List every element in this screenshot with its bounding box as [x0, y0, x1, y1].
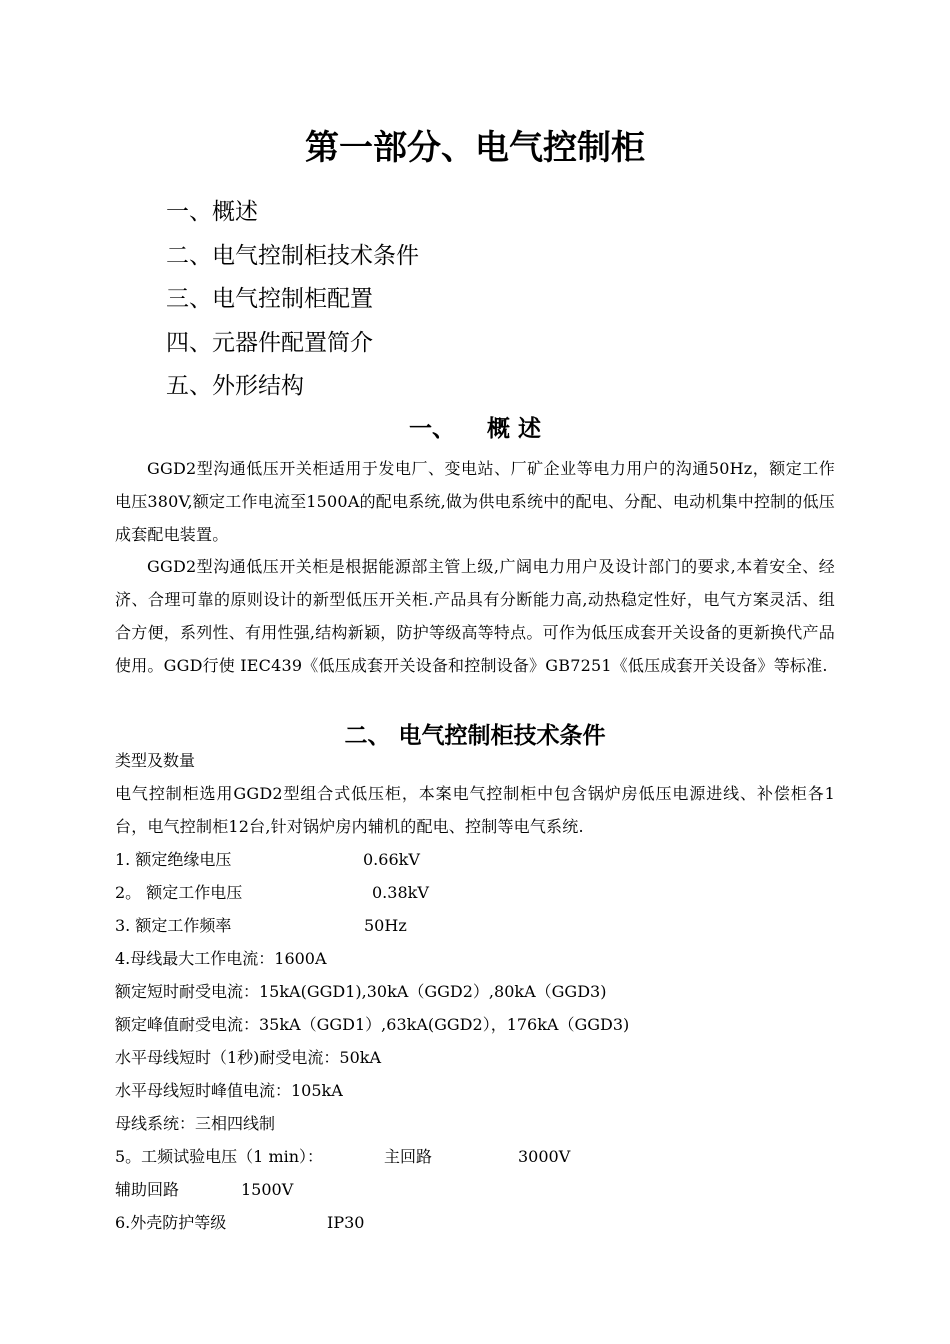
table-of-contents	[166, 192, 419, 410]
spec-value: 0.66kV	[363, 850, 420, 869]
aux-circuit-value: 1500V	[241, 1180, 294, 1199]
section-2-heading: 二、 电气控制柜技术条件	[344, 723, 606, 749]
spec-label: 3. 额定工作频率	[115, 916, 232, 935]
main-circuit-value: 3000V	[518, 1147, 571, 1166]
test-voltage-row	[115, 1140, 570, 1173]
aux-circuit-row	[115, 1173, 293, 1206]
spec-line: 水平母线短时（1秒)耐受电流：50kA	[115, 1048, 382, 1067]
toc-item: 四、元器件配置简介	[166, 329, 373, 356]
section-1-paragraph-2: GGD2型沟通低压开关柜是根据能源部主管上级,广阔电力用户及设计部门的要求,本着安全、经济、合理可靠的原则设计的新型低压开关柜.产品具有分断能力高,动热稳定性好，电气方案灵活、组合方便，系列性、有用性强,结构新颖，防护等级高等特点。可作为低压成套开关设备的更新换代产品使用。GGD行使 IEC439《低压成套开关设备和控制设备》GB7251《低压成套开关设备》等标准.	[115, 557, 835, 675]
spec-line: 水平母线短时峰值电流：105kA	[115, 1081, 343, 1100]
type-and-quantity-label: 类型及数量	[115, 751, 196, 770]
spec-row	[115, 843, 420, 876]
toc-item: 二、电气控制柜技术条件	[166, 242, 419, 269]
protection-value: IP30	[327, 1213, 365, 1232]
spec-line: 4.母线最大工作电流：1600A	[115, 949, 327, 968]
spec-line: 母线系统：三相四线制	[115, 1114, 276, 1133]
spec-line: 额定短时耐受电流：15kA(GGD1),30kA（GGD2）,80kA（GGD3)	[115, 982, 607, 1001]
toc-item: 一、概述	[166, 199, 258, 225]
test-voltage-label: 5。工频试验电压（1 min）：	[115, 1147, 324, 1166]
spec-row	[115, 876, 429, 909]
main-circuit-label: 主回路	[384, 1147, 433, 1166]
spec-value: 0.38kV	[372, 883, 429, 902]
section-1-paragraph-1: GGD2型沟通低压开关柜适用于发电厂、变电站、厂矿企业等电力用户的沟通50Hz，额定工作电压380V,额定工作电流至1500A的配电系统,做为供电系统中的配电、分配、电动机集中控制的低压成套配电装置。	[115, 459, 835, 544]
toc-item: 三、电气控制柜配置	[166, 286, 373, 312]
spec-row	[115, 909, 407, 942]
spec-label: 2。 额定工作电压	[115, 883, 243, 902]
spec-value: 50Hz	[364, 916, 407, 935]
protection-row	[115, 1206, 364, 1239]
section-1-heading: 一、 概 述	[408, 416, 542, 442]
protection-label: 6.外壳防护等级	[115, 1213, 227, 1232]
page-title: 第一部分、电气控制柜	[305, 128, 645, 168]
toc-item: 五、外形结构	[166, 373, 304, 399]
section-2-intro: 电气控制柜选用GGD2型组合式低压柜，本案电气控制柜中包含锅炉房低压电源进线、补偿柜各1台，电气控制柜12台,针对锅炉房内辅机的配电、控制等电气系统.	[115, 784, 835, 836]
spec-line: 额定峰值耐受电流：35kA（GGD1）,63kA(GGD2），176kA（GGD3)	[115, 1015, 630, 1034]
spec-label: 1. 额定绝缘电压	[115, 850, 232, 869]
aux-circuit-label: 辅助回路	[115, 1180, 180, 1199]
